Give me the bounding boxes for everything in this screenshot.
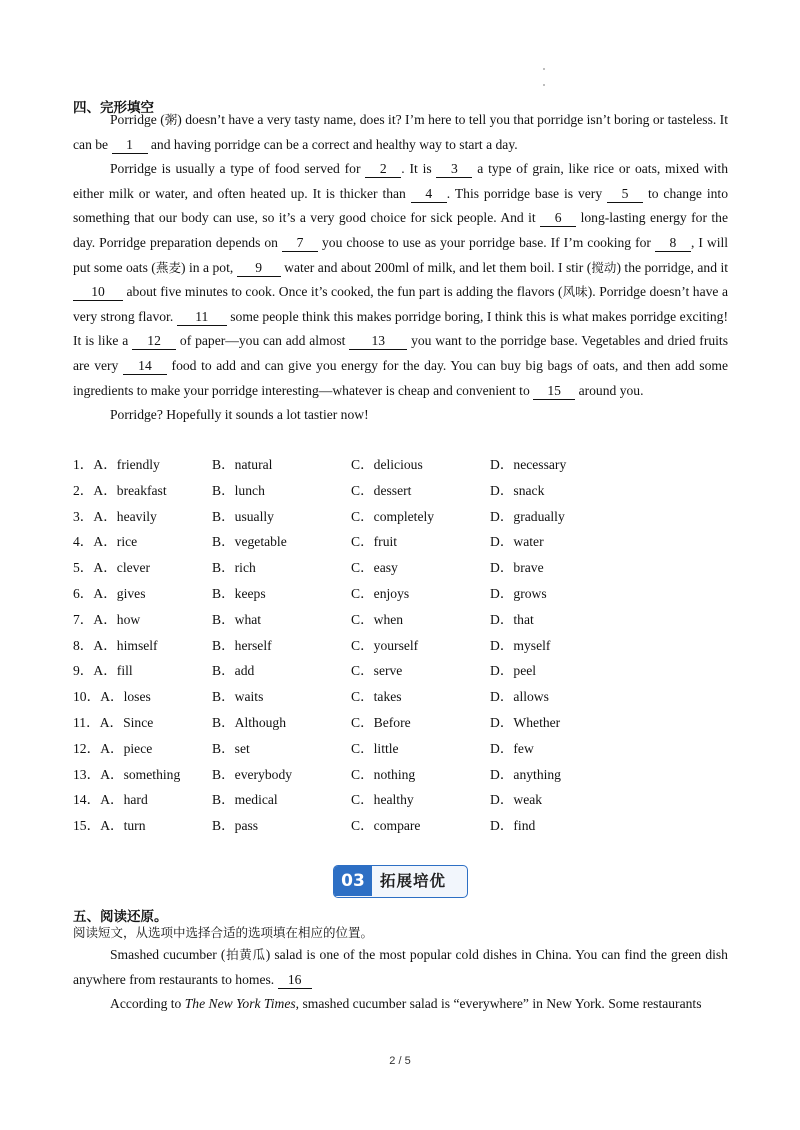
option-d[interactable]: D．water bbox=[490, 534, 544, 550]
option-d[interactable]: D．brave bbox=[490, 560, 544, 576]
passage-cucumber bbox=[73, 943, 728, 1017]
question-number: 5． bbox=[73, 560, 94, 576]
option-c[interactable]: C．serve bbox=[351, 663, 403, 679]
blank-8[interactable]: 8 bbox=[655, 235, 691, 252]
option-c[interactable]: C．compare bbox=[351, 818, 421, 834]
blank-7[interactable]: 7 bbox=[282, 235, 318, 252]
option-a[interactable] bbox=[73, 659, 133, 679]
option-b[interactable]: B．medical bbox=[212, 792, 278, 808]
option-c[interactable]: C．healthy bbox=[351, 792, 414, 808]
question-row bbox=[73, 711, 728, 737]
cucumber-paragraph-2: According to The New York Times, smashed cucumber salad is “everywhere” in New York. Some restaurants bbox=[110, 996, 702, 1012]
option-c[interactable]: C．dessert bbox=[351, 482, 412, 498]
section-5-title: 五、阅读还原。 bbox=[73, 909, 168, 925]
blank-11[interactable]: 11 bbox=[177, 309, 227, 326]
option-a[interactable] bbox=[73, 556, 150, 576]
option-c[interactable]: C．Before bbox=[351, 714, 411, 730]
blank-10[interactable]: 10 bbox=[73, 284, 123, 301]
option-b[interactable]: B．set bbox=[212, 740, 250, 756]
option-a-text: A．rice bbox=[93, 534, 138, 550]
question-row bbox=[73, 634, 728, 660]
options-list bbox=[73, 453, 728, 840]
blank-1[interactable]: 1 bbox=[112, 137, 148, 154]
option-b[interactable]: B．what bbox=[212, 611, 262, 627]
option-b[interactable]: B．everybody bbox=[212, 766, 293, 782]
scan-dot bbox=[543, 84, 545, 86]
blank-6[interactable]: 6 bbox=[540, 210, 576, 227]
blank-3[interactable]: 3 bbox=[436, 161, 472, 178]
question-number: 2． bbox=[73, 482, 94, 498]
option-d[interactable]: D．find bbox=[490, 818, 536, 834]
option-a[interactable] bbox=[73, 453, 160, 473]
blank-14[interactable]: 14 bbox=[123, 358, 167, 375]
option-b[interactable]: B．vegetable bbox=[212, 534, 287, 550]
option-a-text: A．gives bbox=[93, 585, 146, 601]
option-a[interactable] bbox=[73, 685, 151, 705]
option-a-text: A．fill bbox=[93, 663, 133, 679]
question-number: 12． bbox=[73, 740, 101, 756]
option-b[interactable]: B．add bbox=[212, 663, 255, 679]
blank-2[interactable]: 2 bbox=[365, 161, 401, 178]
passage-paragraph-3: Porridge? Hopefully it sounds a lot tastier now! bbox=[110, 407, 369, 423]
option-d[interactable]: D．weak bbox=[490, 792, 543, 808]
blank-9[interactable]: 9 bbox=[237, 260, 281, 277]
option-c[interactable]: C．takes bbox=[351, 689, 402, 705]
cucumber-paragraph-1: Smashed cucumber (拍黄瓜) salad is one of the most popular cold dishes in China. You can find the green dish anywhere from restaurants to homes. 16 bbox=[73, 947, 728, 987]
option-a[interactable] bbox=[73, 763, 180, 783]
option-a-text: A．loses bbox=[100, 689, 151, 705]
question-number: 15． bbox=[73, 818, 101, 834]
question-row bbox=[73, 814, 728, 840]
option-c[interactable]: C．little bbox=[351, 740, 399, 756]
question-row bbox=[73, 788, 728, 814]
blank-12[interactable]: 12 bbox=[132, 333, 176, 350]
question-row bbox=[73, 479, 728, 505]
option-b[interactable]: B．keeps bbox=[212, 585, 266, 601]
option-a[interactable] bbox=[73, 737, 152, 757]
section-badge bbox=[333, 865, 468, 898]
option-d[interactable]: D．myself bbox=[490, 637, 551, 653]
question-row bbox=[73, 505, 728, 531]
option-b[interactable]: B．usually bbox=[212, 508, 274, 524]
scan-dot bbox=[543, 68, 545, 70]
option-a[interactable] bbox=[73, 505, 157, 525]
option-c[interactable]: C．easy bbox=[351, 560, 398, 576]
option-c[interactable]: C．delicious bbox=[351, 457, 423, 472]
question-row bbox=[73, 582, 728, 608]
blank-5[interactable]: 5 bbox=[607, 186, 643, 203]
badge-number: 03 bbox=[334, 866, 372, 896]
option-a[interactable] bbox=[73, 788, 148, 808]
question-number: 14． bbox=[73, 792, 101, 808]
option-c[interactable]: C．fruit bbox=[351, 534, 398, 550]
option-a[interactable] bbox=[73, 711, 153, 731]
option-a-text: A．himself bbox=[93, 637, 158, 653]
option-d[interactable]: D．gradually bbox=[490, 508, 565, 524]
option-a-text: A．piece bbox=[100, 740, 153, 756]
option-a-text: A．turn bbox=[100, 818, 146, 834]
option-a-text: A．breakfast bbox=[93, 482, 167, 498]
option-d[interactable]: D．few bbox=[490, 740, 534, 756]
question-number: 9． bbox=[73, 663, 94, 679]
question-row bbox=[73, 530, 728, 556]
question-number: 7． bbox=[73, 611, 94, 627]
question-number: 6． bbox=[73, 585, 94, 601]
page-number: 2 / 5 bbox=[389, 1055, 411, 1067]
option-a-text: A．clever bbox=[93, 560, 151, 576]
passage-paragraph-1: Porridge (粥) doesn’t have a very tasty name, does it? I’m here to tell you that porridge isn’t boring or tasteless. It can be 1 and having porridge can be a correct and healthy way to start a day. bbox=[73, 112, 728, 152]
option-a[interactable] bbox=[73, 479, 167, 499]
option-a[interactable] bbox=[73, 814, 146, 834]
option-b[interactable]: B．rich bbox=[212, 560, 256, 576]
option-d[interactable]: D．that bbox=[490, 611, 534, 627]
option-c[interactable]: C．enjoys bbox=[351, 585, 410, 601]
option-d[interactable]: D．grows bbox=[490, 585, 547, 601]
section-5-instruction: 阅读短文，从选项中选择合适的选项填在相应的位置。 bbox=[73, 925, 374, 940]
blank-4[interactable]: 4 bbox=[411, 186, 447, 203]
option-b[interactable]: B．Although bbox=[212, 714, 287, 730]
option-d[interactable]: D．snack bbox=[490, 482, 545, 498]
question-number: 3． bbox=[73, 508, 94, 524]
option-a[interactable] bbox=[73, 608, 140, 628]
question-row bbox=[73, 737, 728, 763]
option-d[interactable]: D．Whether bbox=[490, 714, 561, 730]
option-d[interactable]: D．anything bbox=[490, 766, 561, 782]
option-a-text: A．something bbox=[100, 766, 181, 782]
option-a[interactable] bbox=[73, 634, 158, 654]
question-row bbox=[73, 763, 728, 789]
question-number: 8． bbox=[73, 637, 94, 653]
question-row bbox=[73, 453, 728, 479]
passage-paragraph-2: Porridge is usually a type of food served for 2 . It is 3 a type of grain, like rice or oats, mixed with either milk or water, and often heated up. It is thicker than 4 . This porridge base is very 5 to change into something that our body can use, so it’s a very good choice for sick people. And it 6 long-lasting energy for the day. Porridge preparation depends on 7 you choose to use as your porridge base. If I’m cooking for 8 , I will put some oats (燕麦) in a pot, 9 water and about 200ml of milk, and let them boil. I stir (搅动) the porridge, and it 10 about five minutes to cook. Once it’s cooked, the fun part is adding the flavors (风味). Porridge doesn’t have a very strong flavor. 11 some people think this makes porridge boring, I think this is what makes porridge exciting! It is like a 12 of paper—you can add almost 13 you want to the porridge base. Vegetables and dried fruits are very 14 food to add and can give you energy for the day. You can buy big bags of oats, and then add some ingredients to make your porridge interesting—whatever is cheap and convenient to 15 around you. bbox=[73, 161, 729, 398]
option-a[interactable] bbox=[73, 530, 137, 550]
passage-porridge bbox=[73, 108, 728, 428]
question-row bbox=[73, 556, 728, 582]
question-number: 11． bbox=[73, 714, 100, 730]
question-number: 4． bbox=[73, 534, 94, 550]
section-4-title: 四、完形填空 bbox=[73, 100, 154, 116]
question-row bbox=[73, 685, 728, 711]
option-a-text: A．heavily bbox=[93, 508, 157, 524]
blank-15[interactable]: 15 bbox=[533, 383, 575, 400]
option-a[interactable] bbox=[73, 582, 146, 602]
option-d[interactable]: D．allows bbox=[490, 689, 549, 705]
option-a-text: A．how bbox=[93, 611, 141, 627]
option-c[interactable]: C．yourself bbox=[351, 637, 419, 653]
question-number: 1． bbox=[73, 457, 94, 472]
option-a-text: A．Since bbox=[99, 714, 154, 730]
option-a-text: A．hard bbox=[100, 792, 148, 808]
option-d[interactable]: D．necessary bbox=[490, 457, 567, 472]
question-row bbox=[73, 608, 728, 634]
option-b[interactable]: B．natural bbox=[212, 457, 273, 472]
option-c[interactable]: C．nothing bbox=[351, 766, 416, 782]
option-b[interactable]: B．lunch bbox=[212, 482, 265, 498]
badge-label: 拓展培优 bbox=[380, 872, 447, 890]
option-c[interactable]: C．when bbox=[351, 611, 404, 627]
question-row bbox=[73, 659, 728, 685]
option-b[interactable]: B．waits bbox=[212, 689, 264, 705]
option-b[interactable]: B．pass bbox=[212, 818, 259, 834]
option-a-text: A．friendly bbox=[93, 457, 160, 472]
blank-13[interactable]: 13 bbox=[349, 333, 407, 350]
option-d[interactable]: D．peel bbox=[490, 663, 537, 679]
option-b[interactable]: B．herself bbox=[212, 637, 272, 653]
blank-16[interactable]: 16 bbox=[278, 972, 312, 989]
question-number: 10． bbox=[73, 689, 101, 705]
question-number: 13． bbox=[73, 766, 101, 782]
option-c[interactable]: C．completely bbox=[351, 508, 435, 524]
